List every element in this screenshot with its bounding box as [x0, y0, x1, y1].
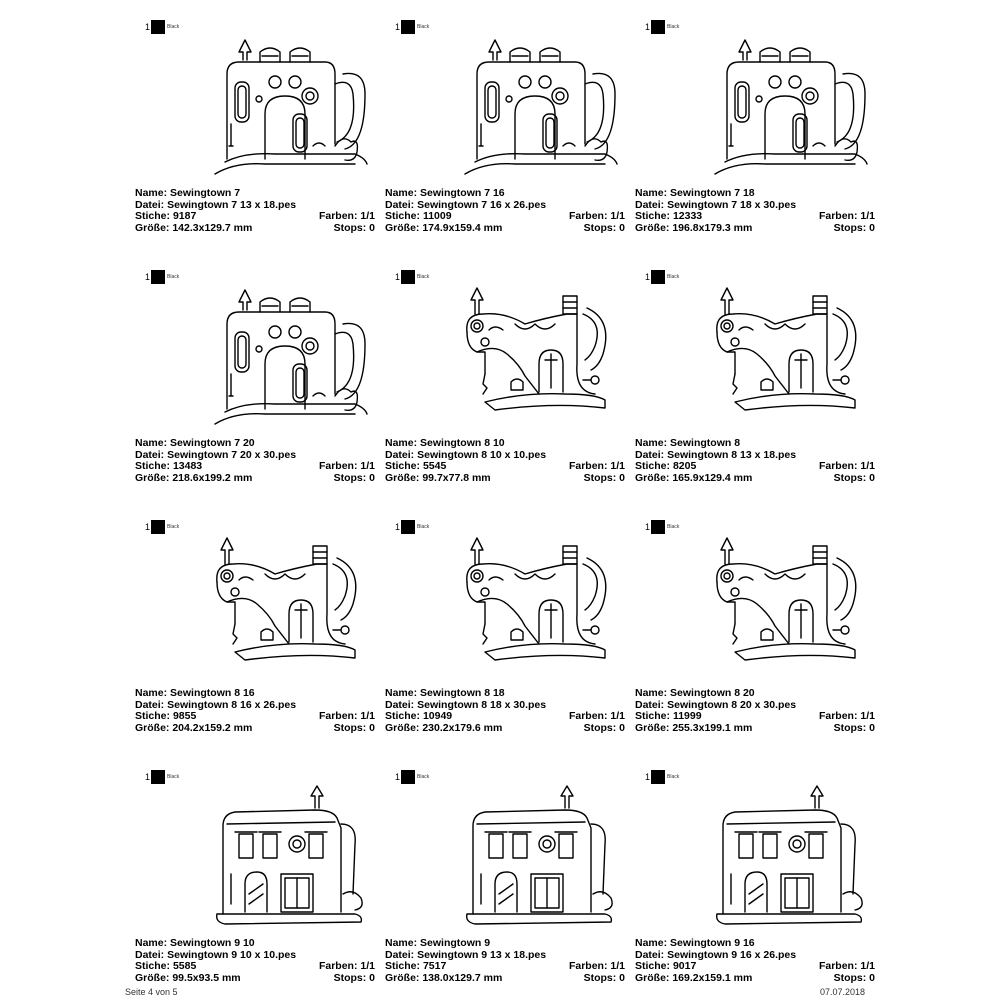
sewing-machine-embroidery-preview	[455, 784, 625, 934]
color-count: 1/1	[860, 960, 875, 972]
design-size: 174.9x159.4 mm	[422, 221, 503, 234]
sewing-machine-embroidery-preview	[705, 534, 875, 684]
design-name: Sewingtown 8 18	[420, 687, 505, 699]
design-size: 204.2x159.2 mm	[172, 721, 253, 734]
design-card	[385, 510, 625, 740]
color-name: Black	[167, 524, 180, 530]
color-name: Black	[167, 774, 180, 780]
info-file-row: Datei: Sewingtown 8 20 x 30.pes	[635, 698, 797, 711]
design-file: Sewingtown 8 16 x 26.pes	[167, 698, 297, 711]
color-box	[651, 770, 665, 784]
info-file-row: Datei: Sewingtown 8 16 x 26.pes	[135, 698, 297, 711]
design-name: Sewingtown 7 20	[170, 437, 255, 449]
stitch-count: 13483	[172, 460, 203, 472]
design-size: 255.3x199.1 mm	[672, 721, 753, 734]
color-name: Black	[417, 524, 430, 530]
info-size-row: Größe: 230.2x179.6 mm Stops: 0	[385, 721, 625, 734]
info-file-row: Datei: Sewingtown 8 10 x 10.pes	[385, 448, 547, 461]
design-card	[135, 10, 375, 240]
design-size: 142.3x129.7 mm	[172, 221, 253, 234]
color-swatch	[395, 770, 429, 784]
color-count: 1/1	[860, 460, 875, 472]
color-swatch	[395, 20, 429, 34]
color-swatch	[395, 520, 429, 534]
sewing-machine-embroidery-preview	[205, 284, 375, 434]
design-size: 218.6x199.2 mm	[172, 471, 253, 484]
info-size-row: Größe: 196.8x179.3 mm Stops: 0	[635, 221, 875, 234]
color-swatch	[645, 770, 679, 784]
design-size: 99.7x77.8 mm	[422, 471, 491, 484]
stop-count: 0	[369, 971, 375, 984]
stop-count: 0	[369, 221, 375, 234]
color-box	[401, 20, 415, 34]
info-stitches-row: Stiche: 11999 Farben: 1/1	[635, 710, 875, 722]
color-name: Black	[417, 774, 430, 780]
color-index: 1	[395, 22, 401, 32]
color-swatch	[145, 20, 179, 34]
stitch-count: 9855	[172, 710, 197, 722]
sewing-machine-embroidery-preview	[205, 534, 375, 684]
color-index: 1	[145, 772, 151, 782]
color-count: 1/1	[360, 460, 375, 472]
design-name: Sewingtown 7	[170, 187, 241, 199]
design-card	[385, 260, 625, 490]
color-count: 1/1	[610, 460, 625, 472]
design-info	[385, 438, 625, 484]
design-info	[635, 438, 875, 484]
info-size-row: Größe: 99.7x77.8 mm Stops: 0	[385, 471, 625, 484]
info-stitches-row: Stiche: 9017 Farben: 1/1	[635, 960, 875, 972]
design-name: Sewingtown 8 20	[670, 687, 755, 699]
info-size-row: Größe: 218.6x199.2 mm Stops: 0	[135, 471, 375, 484]
stop-count: 0	[869, 471, 875, 484]
color-index: 1	[645, 272, 651, 282]
design-name: Sewingtown 8 10	[420, 437, 505, 449]
info-size-row: Größe: 255.3x199.1 mm Stops: 0	[635, 721, 875, 734]
color-box	[651, 270, 665, 284]
color-swatch	[645, 520, 679, 534]
color-name: Black	[667, 274, 680, 280]
design-file: Sewingtown 9 13 x 18.pes	[417, 948, 547, 961]
design-size: 99.5x93.5 mm	[172, 971, 241, 984]
info-file-row: Datei: Sewingtown 7 20 x 30.pes	[135, 448, 297, 461]
info-name-row: Name: Sewingtown 8 20	[635, 687, 755, 699]
design-file: Sewingtown 7 16 x 26.pes	[417, 198, 547, 211]
color-index: 1	[395, 272, 401, 282]
design-name: Sewingtown 9 10	[170, 937, 255, 949]
info-file-row: Datei: Sewingtown 7 16 x 26.pes	[385, 198, 547, 211]
design-file: Sewingtown 7 13 x 18.pes	[167, 198, 297, 211]
design-file: Sewingtown 7 20 x 30.pes	[167, 448, 297, 461]
info-size-row: Größe: 165.9x129.4 mm Stops: 0	[635, 471, 875, 484]
design-file: Sewingtown 9 10 x 10.pes	[167, 948, 297, 961]
info-name-row: Name: Sewingtown 9	[385, 937, 491, 949]
design-card	[135, 510, 375, 740]
design-file: Sewingtown 8 20 x 30.pes	[667, 698, 797, 711]
stop-count: 0	[369, 721, 375, 734]
color-swatch	[645, 270, 679, 284]
info-stitches-row: Stiche: 5585 Farben: 1/1	[135, 960, 375, 972]
info-name-row: Name: Sewingtown 8	[635, 437, 741, 449]
info-stitches-row: Stiche: 12333 Farben: 1/1	[635, 210, 875, 222]
stop-count: 0	[869, 721, 875, 734]
page-number: Seite 4 von 5	[125, 987, 178, 997]
stop-count: 0	[369, 471, 375, 484]
color-index: 1	[145, 22, 151, 32]
design-info	[385, 938, 625, 984]
design-name: Sewingtown 8 16	[170, 687, 255, 699]
color-name: Black	[167, 24, 180, 30]
design-name: Sewingtown 9	[420, 937, 491, 949]
design-size: 230.2x179.6 mm	[422, 721, 503, 734]
info-size-row: Größe: 204.2x159.2 mm Stops: 0	[135, 721, 375, 734]
color-index: 1	[395, 522, 401, 532]
design-card	[635, 260, 875, 490]
info-name-row: Name: Sewingtown 7 18	[635, 187, 755, 199]
design-size: 138.0x129.7 mm	[422, 971, 503, 984]
info-stitches-row: Stiche: 7517 Farben: 1/1	[385, 960, 625, 972]
info-file-row: Datei: Sewingtown 9 16 x 26.pes	[635, 948, 797, 961]
design-card	[385, 10, 625, 240]
color-swatch	[145, 770, 179, 784]
info-name-row: Name: Sewingtown 9 16	[635, 937, 755, 949]
design-name: Sewingtown 7 18	[670, 187, 755, 199]
color-name: Black	[667, 524, 680, 530]
info-size-row: Größe: 169.2x159.1 mm Stops: 0	[635, 971, 875, 984]
sewing-machine-embroidery-preview	[455, 534, 625, 684]
color-count: 1/1	[360, 210, 375, 222]
color-count: 1/1	[610, 960, 625, 972]
info-stitches-row: Stiche: 8205 Farben: 1/1	[635, 460, 875, 472]
color-swatch	[145, 270, 179, 284]
info-size-row: Größe: 99.5x93.5 mm Stops: 0	[135, 971, 375, 984]
sewing-machine-embroidery-preview	[705, 784, 875, 934]
design-file: Sewingtown 8 18 x 30.pes	[417, 698, 547, 711]
info-file-row: Datei: Sewingtown 8 13 x 18.pes	[635, 448, 797, 461]
stitch-count: 7517	[422, 960, 447, 972]
sewing-machine-embroidery-preview	[705, 284, 875, 434]
stop-count: 0	[619, 221, 625, 234]
color-index: 1	[145, 272, 151, 282]
color-name: Black	[417, 274, 430, 280]
color-box	[151, 270, 165, 284]
info-name-row: Name: Sewingtown 8 16	[135, 687, 255, 699]
info-stitches-row: Stiche: 11009 Farben: 1/1	[385, 210, 625, 222]
design-card	[385, 760, 625, 990]
color-index: 1	[395, 772, 401, 782]
design-info	[385, 688, 625, 734]
info-file-row: Datei: Sewingtown 7 13 x 18.pes	[135, 198, 297, 211]
color-box	[151, 520, 165, 534]
color-box	[651, 20, 665, 34]
color-box	[401, 270, 415, 284]
stop-count: 0	[869, 221, 875, 234]
sewing-machine-embroidery-preview	[455, 34, 625, 184]
info-name-row: Name: Sewingtown 7 16	[385, 187, 505, 199]
color-swatch	[645, 20, 679, 34]
stitch-count: 9017	[672, 960, 697, 972]
design-file: Sewingtown 8 10 x 10.pes	[417, 448, 547, 461]
design-info	[135, 438, 375, 484]
stitch-count: 8205	[672, 460, 697, 472]
design-size: 165.9x129.4 mm	[672, 471, 753, 484]
color-name: Black	[167, 274, 180, 280]
color-count: 1/1	[610, 710, 625, 722]
color-name: Black	[667, 774, 680, 780]
stop-count: 0	[619, 971, 625, 984]
stop-count: 0	[619, 471, 625, 484]
info-size-row: Größe: 174.9x159.4 mm Stops: 0	[385, 221, 625, 234]
stitch-count: 5545	[422, 460, 447, 472]
color-count: 1/1	[360, 960, 375, 972]
color-swatch	[145, 520, 179, 534]
design-file: Sewingtown 9 16 x 26.pes	[667, 948, 797, 961]
sewing-machine-embroidery-preview	[455, 284, 625, 434]
color-swatch	[395, 270, 429, 284]
color-index: 1	[645, 22, 651, 32]
stitch-count: 9187	[172, 210, 197, 222]
design-card	[635, 760, 875, 990]
design-file: Sewingtown 8 13 x 18.pes	[667, 448, 797, 461]
design-file: Sewingtown 7 18 x 30.pes	[667, 198, 797, 211]
stitch-count: 5585	[172, 960, 197, 972]
info-stitches-row: Stiche: 9187 Farben: 1/1	[135, 210, 375, 222]
sewing-machine-embroidery-preview	[705, 34, 875, 184]
info-name-row: Name: Sewingtown 7 20	[135, 437, 255, 449]
color-box	[151, 770, 165, 784]
stitch-count: 11999	[672, 710, 702, 722]
info-name-row: Name: Sewingtown 8 18	[385, 687, 505, 699]
design-size: 196.8x179.3 mm	[672, 221, 753, 234]
info-name-row: Name: Sewingtown 8 10	[385, 437, 505, 449]
design-size: 169.2x159.1 mm	[672, 971, 753, 984]
color-count: 1/1	[860, 210, 875, 222]
info-file-row: Datei: Sewingtown 8 18 x 30.pes	[385, 698, 547, 711]
color-index: 1	[645, 522, 651, 532]
color-count: 1/1	[360, 710, 375, 722]
design-info	[135, 188, 375, 234]
design-info	[635, 188, 875, 234]
info-name-row: Name: Sewingtown 9 10	[135, 937, 255, 949]
info-stitches-row: Stiche: 10949 Farben: 1/1	[385, 710, 625, 722]
stitch-count: 11009	[422, 210, 452, 222]
color-box	[401, 770, 415, 784]
info-stitches-row: Stiche: 9855 Farben: 1/1	[135, 710, 375, 722]
color-box	[401, 520, 415, 534]
info-stitches-row: Stiche: 13483 Farben: 1/1	[135, 460, 375, 472]
design-name: Sewingtown 8	[670, 437, 741, 449]
color-name: Black	[417, 24, 430, 30]
color-index: 1	[145, 522, 151, 532]
design-card	[635, 10, 875, 240]
color-count: 1/1	[860, 710, 875, 722]
color-box	[151, 20, 165, 34]
sewing-machine-embroidery-preview	[205, 784, 375, 934]
design-info	[135, 688, 375, 734]
design-info	[135, 938, 375, 984]
info-stitches-row: Stiche: 5545 Farben: 1/1	[385, 460, 625, 472]
info-file-row: Datei: Sewingtown 9 10 x 10.pes	[135, 948, 297, 961]
stop-count: 0	[619, 721, 625, 734]
color-count: 1/1	[610, 210, 625, 222]
stitch-count: 10949	[422, 710, 453, 722]
stitch-count: 12333	[672, 210, 703, 222]
info-file-row: Datei: Sewingtown 7 18 x 30.pes	[635, 198, 797, 211]
info-name-row: Name: Sewingtown 7	[135, 187, 241, 199]
design-info	[635, 938, 875, 984]
print-date: 07.07.2018	[820, 987, 866, 997]
sewing-machine-embroidery-preview	[205, 34, 375, 184]
color-index: 1	[645, 772, 651, 782]
design-info	[385, 188, 625, 234]
color-name: Black	[667, 24, 680, 30]
design-info	[635, 688, 875, 734]
info-size-row: Größe: 138.0x129.7 mm Stops: 0	[385, 971, 625, 984]
color-box	[651, 520, 665, 534]
info-size-row: Größe: 142.3x129.7 mm Stops: 0	[135, 221, 375, 234]
design-name: Sewingtown 7 16	[420, 187, 505, 199]
stop-count: 0	[869, 971, 875, 984]
design-card	[135, 760, 375, 990]
design-card	[635, 510, 875, 740]
info-file-row: Datei: Sewingtown 9 13 x 18.pes	[385, 948, 547, 961]
design-card	[135, 260, 375, 490]
design-name: Sewingtown 9 16	[670, 937, 755, 949]
